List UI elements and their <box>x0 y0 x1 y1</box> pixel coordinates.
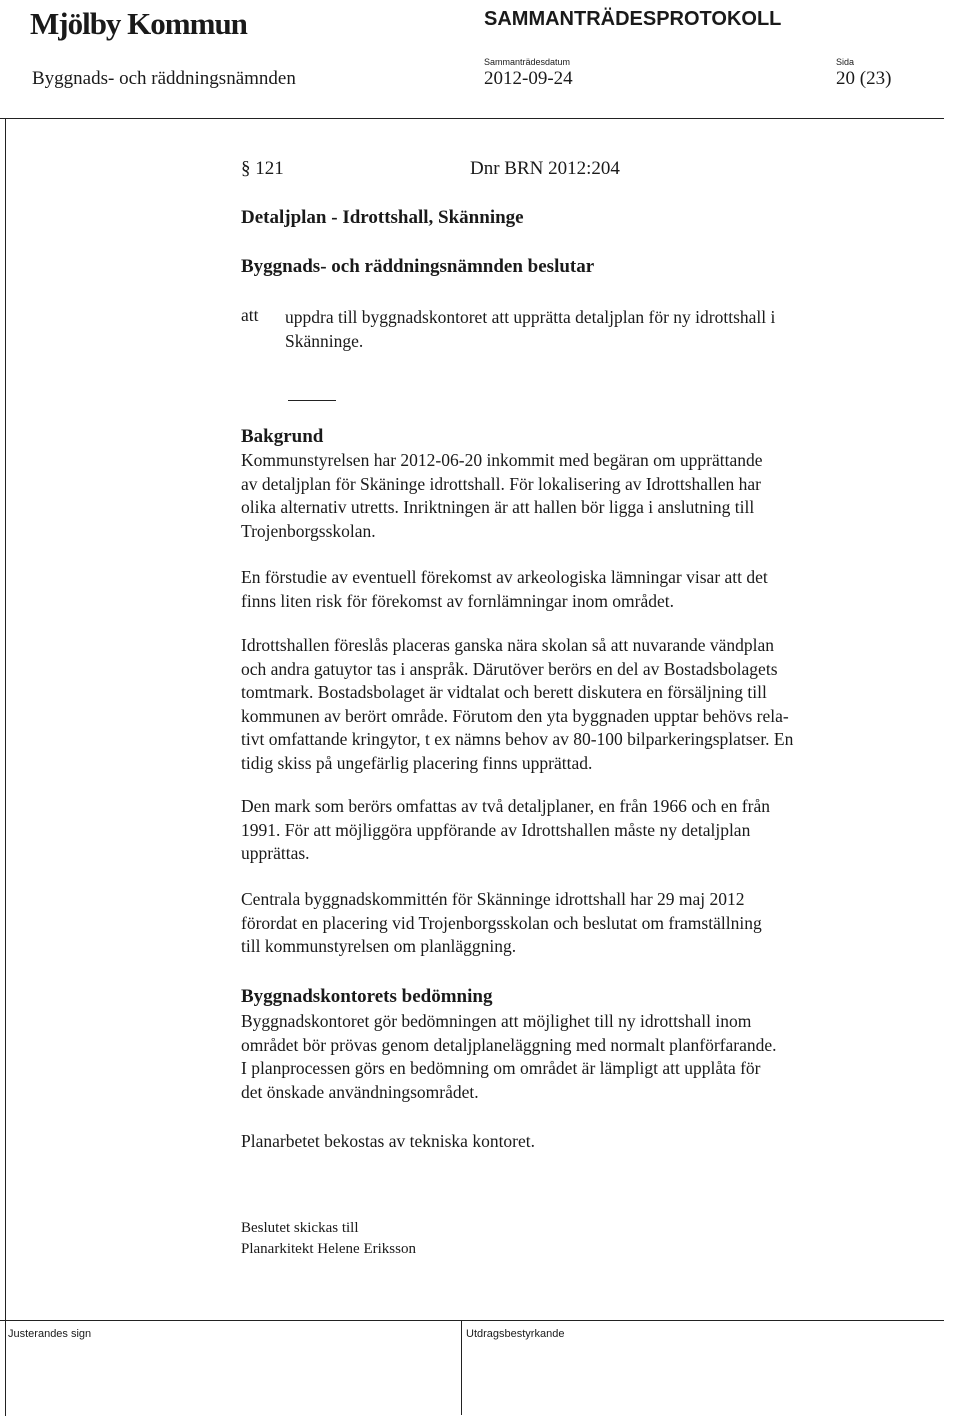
case-number: Dnr BRN 2012:204 <box>470 158 620 179</box>
text-line: finns liten risk för förekomst av fornlämningar inom området. <box>241 590 675 611</box>
text-line: 1991. För att möjliggöra uppförande av Idrottshallen måste ny detaljplan <box>241 819 751 840</box>
margin-line <box>5 118 6 1416</box>
text-line: Trojenborgsskolan. <box>241 520 376 541</box>
bakgrund-paragraph-1 <box>241 449 762 543</box>
header-divider <box>0 118 944 119</box>
distribution-recipient: Planarkitekt Helene Eriksson <box>241 1241 416 1257</box>
text-line: området bör prövas genom detaljplaneläggning med normalt planförfarande. <box>241 1034 777 1055</box>
text-line: till kommunstyrelsen om planläggning. <box>241 936 517 956</box>
utdrag-label: Utdragsbestyrkande <box>466 1328 565 1340</box>
att-label: att <box>241 305 259 325</box>
separator-line <box>288 400 336 401</box>
organization-name: Mjölby Kommun <box>30 6 247 41</box>
text-line: Kommunstyrelsen har 2012-06-20 inkommit med begäran om upprättande <box>241 450 763 470</box>
decision-line: uppdra till byggnadskontoret att upprätta detaljplan för ny idrottshall i <box>285 307 776 327</box>
case-title: Detaljplan - Idrottshall, Skänninge <box>241 207 524 228</box>
text-line: kommunen av berört område. Förutom den yta byggnaden upptar behövs rela- <box>241 705 789 726</box>
page-number: 20 (23) <box>836 68 892 89</box>
bakgrund-paragraph-2 <box>241 566 768 613</box>
distribution-label: Beslutet skickas till <box>241 1220 359 1236</box>
text-line: tivt omfattande kringytor, t ex nämns behov av 80-100 bilparkeringsplatser. En <box>241 729 794 749</box>
text-line: av detaljplan för Skäninge idrottshall. För lokalisering av Idrottshallen har <box>241 473 762 494</box>
bakgrund-heading: Bakgrund <box>241 426 324 447</box>
bakgrund-paragraph-3 <box>241 634 793 775</box>
bakgrund-paragraph-5 <box>241 888 762 959</box>
document-title: SAMMANTRÄDESPROTOKOLL <box>484 8 782 30</box>
text-line: Den mark som berörs omfattas av två detaljplaner, en från 1966 och en från <box>241 796 770 816</box>
text-line: En förstudie av eventuell förekomst av arkeologiska lämningar visar att det <box>241 567 768 587</box>
footer-column-divider <box>461 1320 462 1415</box>
text-line: I planprocessen görs en bedömning om området är lämpligt att upplåta för <box>241 1058 761 1078</box>
date-label: Sammanträdesdatum <box>484 57 571 67</box>
bedomning-heading: Byggnadskontorets bedömning <box>241 986 493 1007</box>
text-line: förordat en placering vid Trojenborgsskolan och beslutat om framställning <box>241 912 762 933</box>
text-line: det önskade användningsområdet. <box>241 1081 479 1102</box>
decision-heading: Byggnads- och räddningsnämnden beslutar <box>241 256 595 277</box>
bedomning-paragraph-2: Planarbetet bekostas av tekniska kontoret. <box>241 1131 536 1151</box>
bedomning-paragraph-1 <box>241 1010 777 1104</box>
page-label: Sida <box>836 57 855 67</box>
board-name: Byggnads- och räddningsnämnden <box>32 68 296 89</box>
decision-text <box>285 305 775 353</box>
text-line: och andra gatuytor tas i anspråk. Därutöver berörs en del av Bostadsbolagets <box>241 658 778 679</box>
text-line: Centrala byggnadskommittén för Skänninge idrottshall har 29 maj 2012 <box>241 889 745 909</box>
bakgrund-paragraph-4 <box>241 795 770 866</box>
text-line: Byggnadskontoret gör bedömningen att möjlighet till ny idrottshall inom <box>241 1011 752 1031</box>
text-line: tomtmark. Bostadsbolaget är vidtalat och berett diskutera en försäljning till <box>241 682 767 702</box>
text-line: Idrottshallen föreslås placeras ganska nära skolan så att nuvarande vändplan <box>241 635 775 655</box>
section-number: § 121 <box>241 158 284 179</box>
footer-divider <box>0 1320 944 1321</box>
text-line: tidig skiss på ungefärlig placering finns upprättad. <box>241 752 593 773</box>
decision-line: Skänninge. <box>285 331 364 351</box>
justering-label: Justerandes sign <box>8 1328 92 1340</box>
meeting-date: 2012-09-24 <box>484 68 573 89</box>
text-line: upprättas. <box>241 843 310 863</box>
text-line: olika alternativ utretts. Inriktningen är att hallen bör ligga i anslutning till <box>241 497 755 517</box>
